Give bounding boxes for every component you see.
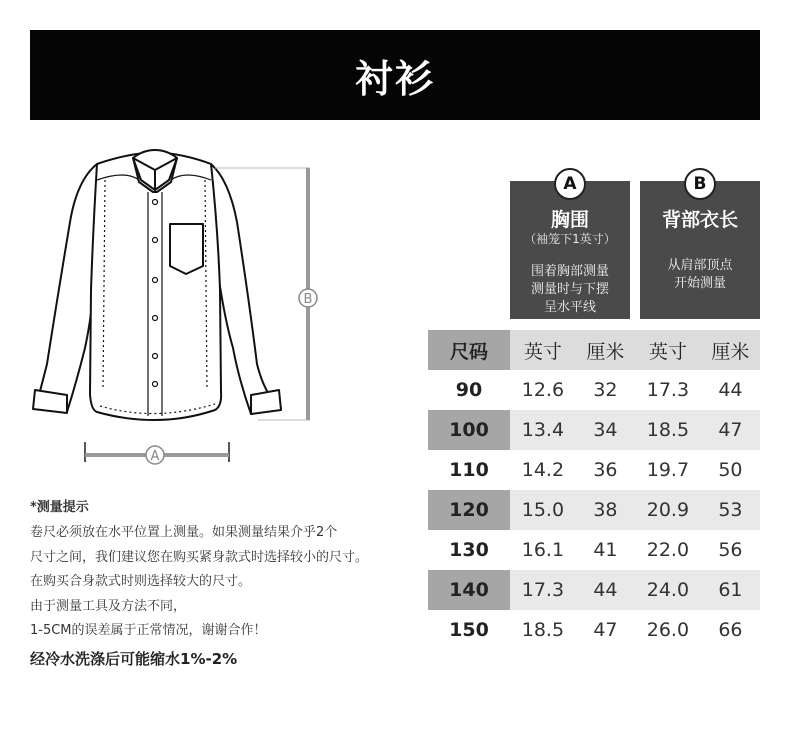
cell-a-cm: 44 (576, 570, 635, 610)
cell-b-inch: 20.9 (635, 490, 701, 530)
measure-a-subtitle: （袖笼下1英寸） (524, 232, 616, 246)
header-size: 尺码 (428, 330, 510, 370)
cell-a-inch: 12.6 (521, 379, 565, 401)
shirt-illustration (25, 140, 345, 480)
cell-a-cm: 38 (576, 490, 635, 530)
table-row (428, 410, 760, 450)
table-row (428, 370, 760, 410)
cell-size: 130 (449, 539, 489, 561)
desc-line: 从肩部顶点 (667, 258, 733, 273)
cell-a-inch: 16.1 (521, 539, 565, 561)
table-row (428, 450, 760, 490)
cell-size: 120 (428, 490, 510, 530)
table-header-row (428, 330, 760, 370)
cell-b-inch: 19.7 (646, 459, 690, 481)
cell-b-cm: 56 (718, 539, 743, 561)
cell-b-cm: 61 (701, 570, 760, 610)
cell-a-inch: 13.4 (510, 410, 576, 450)
measure-a-title: 胸围 (550, 209, 589, 231)
cell-b-cm: 53 (701, 490, 760, 530)
desc-line: 呈水平线 (543, 300, 596, 315)
cell-b-cm: 44 (718, 379, 743, 401)
cell-a-inch: 17.3 (510, 570, 576, 610)
desc-line: 开始测量 (673, 276, 726, 291)
measure-b-label: B (303, 292, 313, 307)
table-row (428, 490, 760, 530)
table-row (428, 570, 760, 610)
cell-a-inch: 15.0 (510, 490, 576, 530)
header-b-cm: 厘米 (701, 330, 760, 370)
notes-line: 由于测量工具及方法不同， (30, 598, 187, 614)
measure-a-header (510, 174, 630, 319)
cell-size: 110 (449, 459, 489, 481)
measure-a-label: A (150, 449, 160, 464)
cell-a-inch: 18.5 (521, 619, 565, 641)
notes-heading: *测量提示 (30, 500, 89, 515)
cell-b-inch: 22.0 (646, 539, 690, 561)
badge-a: A (554, 168, 586, 200)
cell-a-inch: 14.2 (521, 459, 565, 481)
cell-size: 150 (449, 619, 489, 641)
cell-a-cm: 32 (593, 379, 618, 401)
cell-a-cm: 36 (593, 459, 618, 481)
table-row (428, 610, 760, 650)
cell-b-inch: 26.0 (646, 619, 690, 641)
notes-line: 尺寸之间，我们建议您在购买紧身款式时选择较小的尺寸。 (30, 549, 369, 565)
desc-line: 测量时与下摆 (530, 282, 609, 297)
notes-line: 在购买合身款式时则选择较大的尺寸。 (30, 574, 252, 589)
cell-b-cm: 66 (718, 619, 743, 641)
notes-line: 卷尺必须放在水平位置上测量。如果测量结果介乎2个 (30, 525, 338, 540)
table-body (428, 370, 760, 650)
header-a-inch: 英寸 (510, 330, 576, 370)
title-banner (30, 30, 760, 120)
cell-b-inch: 17.3 (646, 379, 690, 401)
page-title: 衬衫 (354, 56, 435, 101)
measure-b-description (640, 257, 760, 293)
header-b-inch: 英寸 (635, 330, 701, 370)
shrink-warning: 经冷水洗涤后可能缩水1%-2% (30, 649, 238, 668)
table-row (428, 530, 760, 570)
cell-size: 100 (428, 410, 510, 450)
measure-b-header (640, 174, 760, 319)
measure-a-description (510, 263, 630, 317)
cell-a-cm: 41 (593, 539, 618, 561)
notes-line: 1-5CM的误差属于正常情况，谢谢合作！ (30, 623, 267, 638)
measurement-notes (30, 496, 410, 669)
measure-b-title: 背部衣长 (661, 209, 738, 231)
header-a-cm: 厘米 (576, 330, 635, 370)
cell-b-inch: 18.5 (635, 410, 701, 450)
cell-a-cm: 34 (576, 410, 635, 450)
desc-line: 围着胸部测量 (530, 264, 609, 279)
cell-b-inch: 24.0 (635, 570, 701, 610)
badge-b: B (684, 168, 716, 200)
cell-b-cm: 50 (718, 459, 743, 481)
cell-size: 140 (428, 570, 510, 610)
cell-b-cm: 47 (701, 410, 760, 450)
size-table (428, 330, 760, 650)
cell-size: 90 (455, 379, 483, 401)
cell-a-cm: 47 (593, 619, 618, 641)
